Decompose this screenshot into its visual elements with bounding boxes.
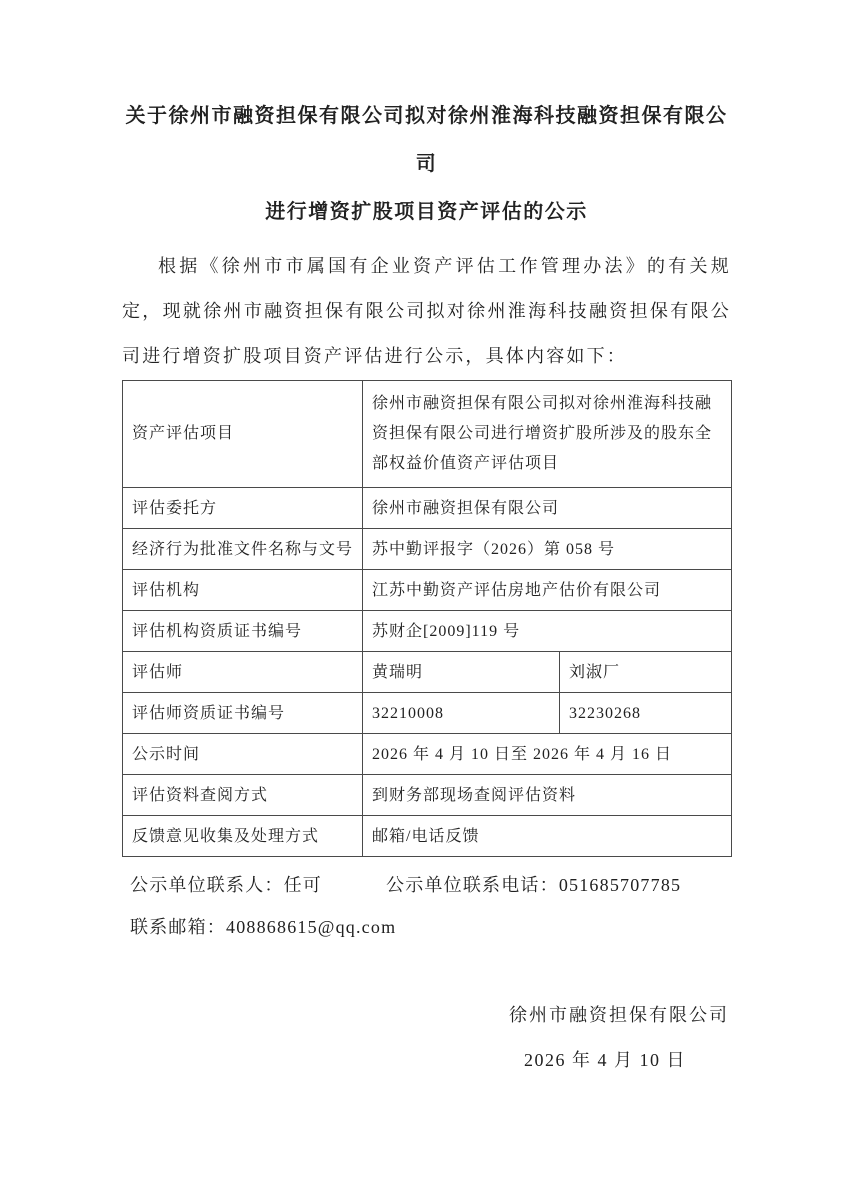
contact-phone-value: 051685707785 (558, 875, 682, 895)
row-label: 反馈意见收集及处理方式 (123, 816, 363, 857)
row-value: 苏中勤评报字（2026）第 058 号 (363, 529, 732, 570)
table-row (123, 570, 732, 611)
table-row (123, 529, 732, 570)
row-value: 2026 年 4 月 10 日至 2026 年 4 月 16 日 (363, 734, 732, 775)
row-value: 到财务部现场查阅评估资料 (363, 775, 732, 816)
signature-company: 徐州市融资担保有限公司 (509, 1005, 729, 1025)
row-label: 评估机构资质证书编号 (123, 611, 363, 652)
table-row (123, 693, 732, 734)
row-label: 经济行为批准文件名称与文号 (123, 529, 363, 570)
table-row (123, 488, 732, 529)
table-row (123, 611, 732, 652)
row-value: 黄瑞明 (363, 652, 560, 693)
row-value: 徐州市融资担保有限公司拟对徐州淮海科技融资担保有限公司进行增资扩股所涉及的股东全部权益价值资产评估项目 (363, 381, 732, 488)
row-value: 徐州市融资担保有限公司 (363, 488, 732, 529)
row-value: 32210008 (363, 693, 560, 734)
row-label: 公示时间 (123, 734, 363, 775)
row-value-2: 刘淑厂 (560, 652, 732, 693)
document-title-line1: 关于徐州市融资担保有限公司拟对徐州淮海科技融资担保有限公司 (125, 105, 728, 175)
contact-phone-group (386, 870, 681, 900)
contact-phone-label: 公示单位联系电话： (386, 875, 559, 895)
table-row (123, 652, 732, 693)
announcement-table (122, 380, 732, 857)
contact-email-value: 408868615@qq.com (226, 917, 397, 937)
table-row (123, 381, 732, 488)
contact-person-label: 公示单位联系人： (130, 875, 284, 895)
table-row (123, 734, 732, 775)
row-label: 资产评估项目 (123, 381, 363, 488)
contact-line (122, 870, 731, 900)
row-label: 评估资料查阅方式 (123, 775, 363, 816)
table-row (123, 816, 732, 857)
intro-paragraph: 根据《徐州市市属国有企业资产评估工作管理办法》的有关规定，现就徐州市融资担保有限公司拟对徐州淮海科技融资担保有限公司进行增资扩股项目资产评估进行公示，具体内容如下： (122, 256, 731, 366)
signature-date: 2026 年 4 月 10 日 (524, 1050, 686, 1070)
table-row (123, 775, 732, 816)
row-value-2: 32230268 (560, 693, 732, 734)
row-label: 评估师资质证书编号 (123, 693, 363, 734)
row-label: 评估师 (123, 652, 363, 693)
contact-email-line (122, 912, 731, 942)
row-label: 评估委托方 (123, 488, 363, 529)
row-label: 评估机构 (123, 570, 363, 611)
row-value: 苏财企[2009]119 号 (363, 611, 732, 652)
document-title-line2: 进行增资扩股项目资产评估的公示 (265, 201, 588, 223)
contact-person-value: 任可 (283, 875, 323, 895)
row-value: 邮箱/电话反馈 (363, 816, 732, 857)
contact-email-label: 联系邮箱： (130, 917, 226, 937)
row-value: 江苏中勤资产评估房地产估价有限公司 (363, 570, 732, 611)
